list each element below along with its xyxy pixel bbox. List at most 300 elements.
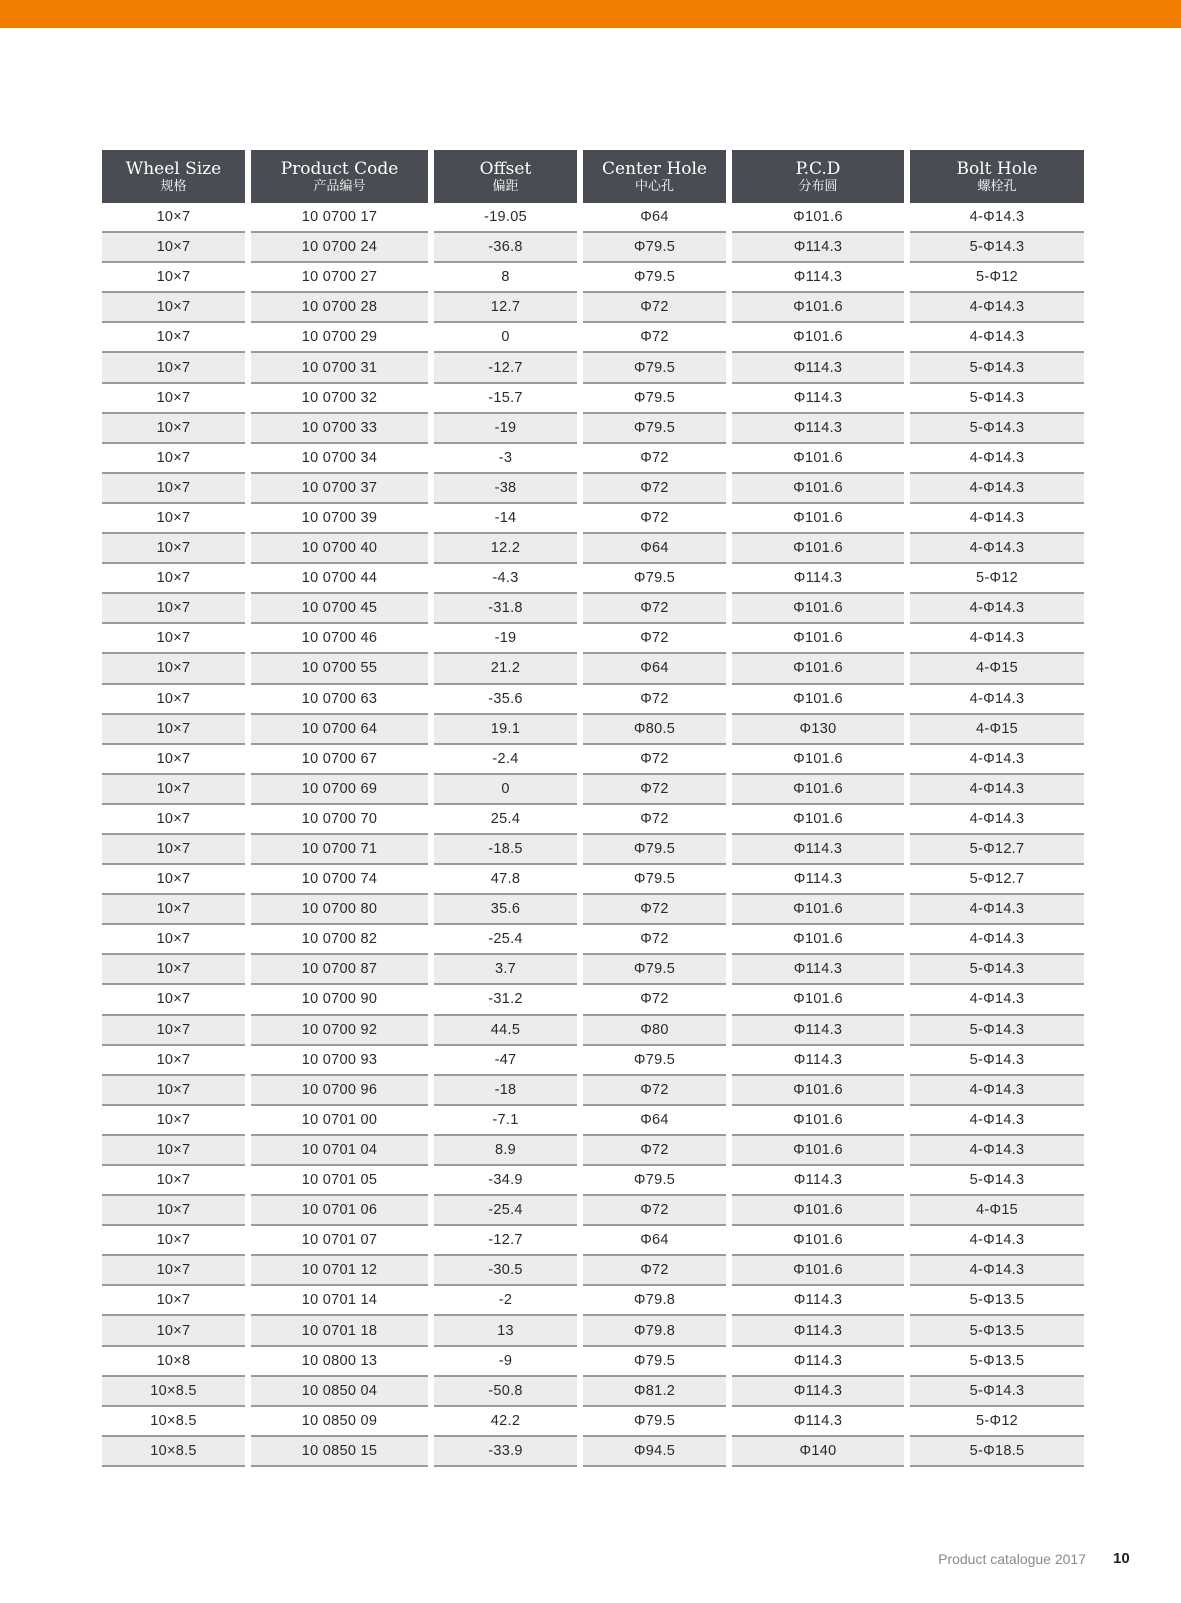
table-row — [102, 564, 1084, 594]
table-row — [102, 323, 1084, 353]
wheel-size-cell: 10×7 — [102, 323, 245, 353]
wheel-size-cell: 10×7 — [102, 1256, 245, 1286]
pcd-cell: Φ101.6 — [732, 504, 904, 534]
center-hole-cell: Φ72 — [583, 895, 726, 925]
offset-cell: -12.7 — [434, 1226, 577, 1256]
wheel-size-cell: 10×7 — [102, 985, 245, 1015]
bolt-hole-cell: 5-Φ12 — [910, 564, 1084, 594]
pcd-cell: Φ101.6 — [732, 624, 904, 654]
center-hole-cell: Φ64 — [583, 654, 726, 684]
table-row — [102, 745, 1084, 775]
pcd-cell: Φ114.3 — [732, 1286, 904, 1316]
table-row — [102, 1196, 1084, 1226]
offset-cell: -30.5 — [434, 1256, 577, 1286]
bolt-hole-cell: 4-Φ14.3 — [910, 594, 1084, 624]
table-row — [102, 1076, 1084, 1106]
wheel-size-cell: 10×7 — [102, 685, 245, 715]
center-hole-cell: Φ64 — [583, 203, 726, 233]
wheel-size-cell: 10×7 — [102, 444, 245, 474]
pcd-cell: Φ114.3 — [732, 353, 904, 383]
center-hole-cell: Φ79.8 — [583, 1286, 726, 1316]
center-hole-cell: Φ72 — [583, 1256, 726, 1286]
offset-cell: 47.8 — [434, 865, 577, 895]
bolt-hole-cell: 5-Φ14.3 — [910, 1166, 1084, 1196]
product-code-cell: 10 0701 00 — [251, 1106, 428, 1136]
offset-cell: 13 — [434, 1316, 577, 1346]
offset-cell: -4.3 — [434, 564, 577, 594]
bolt-hole-cell: 5-Φ14.3 — [910, 414, 1084, 444]
product-code-cell: 10 0701 05 — [251, 1166, 428, 1196]
wheel-size-cell: 10×7 — [102, 1106, 245, 1136]
table-row — [102, 715, 1084, 745]
pcd-cell: Φ114.3 — [732, 564, 904, 594]
center-hole-cell: Φ79.8 — [583, 1316, 726, 1346]
table-row — [102, 624, 1084, 654]
table-row — [102, 654, 1084, 684]
center-hole-cell: Φ72 — [583, 594, 726, 624]
wheel-size-cell: 10×7 — [102, 654, 245, 684]
product-code-cell: 10 0700 96 — [251, 1076, 428, 1106]
center-hole-cell: Φ79.5 — [583, 353, 726, 383]
center-hole-cell: Φ72 — [583, 985, 726, 1015]
product-code-cell: 10 0700 46 — [251, 624, 428, 654]
offset-cell: 0 — [434, 775, 577, 805]
table-row — [102, 685, 1084, 715]
pcd-cell: Φ114.3 — [732, 384, 904, 414]
table-row — [102, 594, 1084, 624]
offset-cell: -47 — [434, 1046, 577, 1076]
offset-cell: 35.6 — [434, 895, 577, 925]
product-code-cell: 10 0701 18 — [251, 1316, 428, 1346]
center-hole-cell: Φ72 — [583, 775, 726, 805]
bolt-hole-cell: 4-Φ14.3 — [910, 1226, 1084, 1256]
table-row — [102, 203, 1084, 233]
table-row — [102, 1166, 1084, 1196]
table-row — [102, 805, 1084, 835]
pcd-cell: Φ101.6 — [732, 474, 904, 504]
center-hole-cell: Φ94.5 — [583, 1437, 726, 1467]
wheel-size-cell: 10×7 — [102, 955, 245, 985]
table-row — [102, 985, 1084, 1015]
offset-cell: -31.8 — [434, 594, 577, 624]
center-hole-cell: Φ79.5 — [583, 564, 726, 594]
offset-cell: 3.7 — [434, 955, 577, 985]
table-row — [102, 1106, 1084, 1136]
center-hole-cell: Φ79.5 — [583, 835, 726, 865]
bolt-hole-cell: 4-Φ14.3 — [910, 985, 1084, 1015]
center-hole-cell: Φ72 — [583, 624, 726, 654]
bolt-hole-cell: 4-Φ15 — [910, 715, 1084, 745]
table-row — [102, 1016, 1084, 1046]
product-code-cell: 10 0700 63 — [251, 685, 428, 715]
center-hole-cell: Φ79.5 — [583, 955, 726, 985]
center-hole-cell: Φ79.5 — [583, 384, 726, 414]
center-hole-cell: Φ79.5 — [583, 865, 726, 895]
product-code-cell: 10 0700 67 — [251, 745, 428, 775]
offset-cell: 21.2 — [434, 654, 577, 684]
wheel-size-cell: 10×7 — [102, 1286, 245, 1316]
product-code-cell: 10 0700 17 — [251, 203, 428, 233]
wheel-size-cell: 10×7 — [102, 534, 245, 564]
wheel-size-cell: 10×7 — [102, 203, 245, 233]
offset-cell: -31.2 — [434, 985, 577, 1015]
bolt-hole-cell: 4-Φ14.3 — [910, 293, 1084, 323]
center-hole-cell: Φ72 — [583, 805, 726, 835]
pcd-cell: Φ114.3 — [732, 233, 904, 263]
wheel-size-cell: 10×7 — [102, 263, 245, 293]
center-hole-cell: Φ79.5 — [583, 1347, 726, 1377]
wheel-size-cell: 10×7 — [102, 384, 245, 414]
bolt-hole-cell: 5-Φ14.3 — [910, 353, 1084, 383]
table-row — [102, 1347, 1084, 1377]
pcd-cell: Φ140 — [732, 1437, 904, 1467]
offset-cell: -36.8 — [434, 233, 577, 263]
bolt-hole-cell: 5-Φ14.3 — [910, 384, 1084, 414]
table-row — [102, 474, 1084, 504]
offset-cell: 42.2 — [434, 1407, 577, 1437]
wheel-size-cell: 10×7 — [102, 1136, 245, 1166]
pcd-cell: Φ101.6 — [732, 1226, 904, 1256]
product-code-cell: 10 0700 40 — [251, 534, 428, 564]
offset-cell: 19.1 — [434, 715, 577, 745]
product-code-cell: 10 0800 13 — [251, 1347, 428, 1377]
bolt-hole-cell: 5-Φ12.7 — [910, 835, 1084, 865]
bolt-hole-cell: 5-Φ13.5 — [910, 1347, 1084, 1377]
offset-cell: -14 — [434, 504, 577, 534]
pcd-cell: Φ114.3 — [732, 835, 904, 865]
header-bolt-hole: Bolt Hole 螺栓孔 — [910, 150, 1084, 203]
offset-cell: -19 — [434, 414, 577, 444]
table-row — [102, 353, 1084, 383]
center-hole-cell: Φ79.5 — [583, 1166, 726, 1196]
table-body — [102, 203, 1084, 1467]
wheel-size-cell: 10×7 — [102, 474, 245, 504]
wheel-size-cell: 10×7 — [102, 895, 245, 925]
bolt-hole-cell: 4-Φ14.3 — [910, 1136, 1084, 1166]
wheel-size-cell: 10×8.5 — [102, 1377, 245, 1407]
wheel-size-cell: 10×7 — [102, 835, 245, 865]
product-code-cell: 10 0700 39 — [251, 504, 428, 534]
catalogue-label: Product catalogue 2017 — [938, 1551, 1086, 1567]
offset-cell: 0 — [434, 323, 577, 353]
offset-cell: 44.5 — [434, 1016, 577, 1046]
offset-cell: -34.9 — [434, 1166, 577, 1196]
wheel-size-cell: 10×7 — [102, 1016, 245, 1046]
offset-cell: -25.4 — [434, 1196, 577, 1226]
offset-cell: -3 — [434, 444, 577, 474]
wheel-size-cell: 10×7 — [102, 865, 245, 895]
table-row — [102, 865, 1084, 895]
bolt-hole-cell: 5-Φ12.7 — [910, 865, 1084, 895]
offset-cell: -19 — [434, 624, 577, 654]
bolt-hole-cell: 4-Φ14.3 — [910, 203, 1084, 233]
product-code-cell: 10 0700 70 — [251, 805, 428, 835]
product-code-cell: 10 0700 90 — [251, 985, 428, 1015]
center-hole-cell: Φ72 — [583, 1076, 726, 1106]
table-row — [102, 293, 1084, 323]
offset-cell: -18.5 — [434, 835, 577, 865]
center-hole-cell: Φ79.5 — [583, 263, 726, 293]
wheel-size-cell: 10×8 — [102, 1347, 245, 1377]
table-row — [102, 414, 1084, 444]
bolt-hole-cell: 4-Φ14.3 — [910, 775, 1084, 805]
wheel-size-cell: 10×7 — [102, 1076, 245, 1106]
offset-cell: -2.4 — [434, 745, 577, 775]
pcd-cell: Φ101.6 — [732, 1136, 904, 1166]
pcd-cell: Φ114.3 — [732, 1046, 904, 1076]
bolt-hole-cell: 4-Φ14.3 — [910, 1256, 1084, 1286]
center-hole-cell: Φ64 — [583, 1106, 726, 1136]
product-code-cell: 10 0701 14 — [251, 1286, 428, 1316]
pcd-cell: Φ101.6 — [732, 594, 904, 624]
table-row — [102, 1256, 1084, 1286]
wheel-size-cell: 10×7 — [102, 1166, 245, 1196]
product-code-cell: 10 0700 44 — [251, 564, 428, 594]
product-code-cell: 10 0700 80 — [251, 895, 428, 925]
product-code-cell: 10 0850 15 — [251, 1437, 428, 1467]
bolt-hole-cell: 4-Φ14.3 — [910, 895, 1084, 925]
offset-cell: 8.9 — [434, 1136, 577, 1166]
pcd-cell: Φ114.3 — [732, 1347, 904, 1377]
center-hole-cell: Φ72 — [583, 444, 726, 474]
bolt-hole-cell: 5-Φ14.3 — [910, 955, 1084, 985]
offset-cell: -33.9 — [434, 1437, 577, 1467]
wheel-size-cell: 10×7 — [102, 1226, 245, 1256]
product-code-cell: 10 0701 07 — [251, 1226, 428, 1256]
bolt-hole-cell: 5-Φ14.3 — [910, 1377, 1084, 1407]
product-code-cell: 10 0850 04 — [251, 1377, 428, 1407]
product-code-cell: 10 0700 28 — [251, 293, 428, 323]
wheel-size-cell: 10×7 — [102, 715, 245, 745]
center-hole-cell: Φ72 — [583, 293, 726, 323]
wheel-size-cell: 10×7 — [102, 293, 245, 323]
table-row — [102, 1316, 1084, 1346]
bolt-hole-cell: 4-Φ15 — [910, 1196, 1084, 1226]
product-code-cell: 10 0700 27 — [251, 263, 428, 293]
product-code-cell: 10 0700 33 — [251, 414, 428, 444]
bolt-hole-cell: 4-Φ14.3 — [910, 504, 1084, 534]
wheel-size-cell: 10×7 — [102, 353, 245, 383]
product-code-cell: 10 0700 64 — [251, 715, 428, 745]
bolt-hole-cell: 4-Φ14.3 — [910, 444, 1084, 474]
table-row — [102, 1407, 1084, 1437]
wheel-spec-table — [96, 150, 1090, 1467]
pcd-cell: Φ101.6 — [732, 1106, 904, 1136]
offset-cell: -15.7 — [434, 384, 577, 414]
pcd-cell: Φ114.3 — [732, 865, 904, 895]
bolt-hole-cell: 4-Φ14.3 — [910, 805, 1084, 835]
pcd-cell: Φ101.6 — [732, 1076, 904, 1106]
pcd-cell: Φ101.6 — [732, 1196, 904, 1226]
table-row — [102, 504, 1084, 534]
table-row — [102, 384, 1084, 414]
product-code-cell: 10 0700 82 — [251, 925, 428, 955]
center-hole-cell: Φ80 — [583, 1016, 726, 1046]
pcd-cell: Φ101.6 — [732, 895, 904, 925]
bolt-hole-cell: 5-Φ14.3 — [910, 1046, 1084, 1076]
wheel-size-cell: 10×7 — [102, 233, 245, 263]
wheel-size-cell: 10×7 — [102, 745, 245, 775]
bolt-hole-cell: 4-Φ14.3 — [910, 1106, 1084, 1136]
offset-cell: 12.7 — [434, 293, 577, 323]
product-code-cell: 10 0850 09 — [251, 1407, 428, 1437]
center-hole-cell: Φ64 — [583, 1226, 726, 1256]
product-code-cell: 10 0701 06 — [251, 1196, 428, 1226]
wheel-size-cell: 10×7 — [102, 1316, 245, 1346]
table-row — [102, 1226, 1084, 1256]
bolt-hole-cell: 4-Φ14.3 — [910, 534, 1084, 564]
pcd-cell: Φ101.6 — [732, 323, 904, 353]
pcd-cell: Φ101.6 — [732, 203, 904, 233]
center-hole-cell: Φ72 — [583, 1196, 726, 1226]
bolt-hole-cell: 5-Φ12 — [910, 263, 1084, 293]
offset-cell: -12.7 — [434, 353, 577, 383]
pcd-cell: Φ114.3 — [732, 955, 904, 985]
product-code-cell: 10 0701 04 — [251, 1136, 428, 1166]
product-code-cell: 10 0700 71 — [251, 835, 428, 865]
pcd-cell: Φ101.6 — [732, 775, 904, 805]
table-row — [102, 444, 1084, 474]
product-code-cell: 10 0700 69 — [251, 775, 428, 805]
wheel-size-cell: 10×7 — [102, 925, 245, 955]
center-hole-cell: Φ64 — [583, 534, 726, 564]
bolt-hole-cell: 5-Φ12 — [910, 1407, 1084, 1437]
bolt-hole-cell: 4-Φ15 — [910, 654, 1084, 684]
offset-cell: -50.8 — [434, 1377, 577, 1407]
offset-cell: -25.4 — [434, 925, 577, 955]
bolt-hole-cell: 5-Φ14.3 — [910, 233, 1084, 263]
center-hole-cell: Φ72 — [583, 323, 726, 353]
product-code-cell: 10 0701 12 — [251, 1256, 428, 1286]
bolt-hole-cell: 5-Φ13.5 — [910, 1316, 1084, 1346]
pcd-cell: Φ114.3 — [732, 1016, 904, 1046]
wheel-size-cell: 10×7 — [102, 775, 245, 805]
table-row — [102, 263, 1084, 293]
bolt-hole-cell: 5-Φ14.3 — [910, 1016, 1084, 1046]
wheel-size-cell: 10×7 — [102, 504, 245, 534]
top-accent-bar — [0, 0, 1181, 28]
offset-cell: 8 — [434, 263, 577, 293]
pcd-cell: Φ114.3 — [732, 263, 904, 293]
table-row — [102, 1437, 1084, 1467]
center-hole-cell: Φ80.5 — [583, 715, 726, 745]
product-code-cell: 10 0700 34 — [251, 444, 428, 474]
pcd-cell: Φ101.6 — [732, 534, 904, 564]
bolt-hole-cell: 4-Φ14.3 — [910, 624, 1084, 654]
pcd-cell: Φ101.6 — [732, 745, 904, 775]
pcd-cell: Φ101.6 — [732, 985, 904, 1015]
table-row — [102, 955, 1084, 985]
wheel-size-cell: 10×7 — [102, 594, 245, 624]
table-row — [102, 1046, 1084, 1076]
table-row — [102, 534, 1084, 564]
wheel-size-cell: 10×7 — [102, 414, 245, 444]
pcd-cell: Φ114.3 — [732, 1377, 904, 1407]
pcd-cell: Φ101.6 — [732, 925, 904, 955]
bolt-hole-cell: 4-Φ14.3 — [910, 745, 1084, 775]
bolt-hole-cell: 4-Φ14.3 — [910, 685, 1084, 715]
center-hole-cell: Φ72 — [583, 925, 726, 955]
pcd-cell: Φ114.3 — [732, 1316, 904, 1346]
center-hole-cell: Φ79.5 — [583, 414, 726, 444]
header-wheel-size: Wheel Size 规格 — [102, 150, 245, 203]
pcd-cell: Φ101.6 — [732, 1256, 904, 1286]
center-hole-cell: Φ72 — [583, 504, 726, 534]
pcd-cell: Φ114.3 — [732, 1407, 904, 1437]
product-code-cell: 10 0700 92 — [251, 1016, 428, 1046]
product-code-cell: 10 0700 37 — [251, 474, 428, 504]
bolt-hole-cell: 4-Φ14.3 — [910, 925, 1084, 955]
center-hole-cell: Φ79.5 — [583, 1407, 726, 1437]
table-row — [102, 233, 1084, 263]
wheel-size-cell: 10×7 — [102, 1046, 245, 1076]
pcd-cell: Φ101.6 — [732, 805, 904, 835]
offset-cell: -18 — [434, 1076, 577, 1106]
center-hole-cell: Φ81.2 — [583, 1377, 726, 1407]
product-code-cell: 10 0700 45 — [251, 594, 428, 624]
bolt-hole-cell: 5-Φ18.5 — [910, 1437, 1084, 1467]
offset-cell: -7.1 — [434, 1106, 577, 1136]
pcd-cell: Φ101.6 — [732, 293, 904, 323]
product-code-cell: 10 0700 93 — [251, 1046, 428, 1076]
bolt-hole-cell: 5-Φ13.5 — [910, 1286, 1084, 1316]
table-row — [102, 1286, 1084, 1316]
product-code-cell: 10 0700 31 — [251, 353, 428, 383]
table-row — [102, 835, 1084, 865]
pcd-cell: Φ114.3 — [732, 414, 904, 444]
offset-cell: 12.2 — [434, 534, 577, 564]
wheel-size-cell: 10×7 — [102, 805, 245, 835]
pcd-cell: Φ130 — [732, 715, 904, 745]
header-pcd: P.C.D 分布圆 — [732, 150, 904, 203]
table-row — [102, 775, 1084, 805]
header-center-hole: Center Hole 中心孔 — [583, 150, 726, 203]
center-hole-cell: Φ72 — [583, 685, 726, 715]
page-number: 10 — [1113, 1550, 1130, 1567]
header-offset: Offset 偏距 — [434, 150, 577, 203]
offset-cell: -35.6 — [434, 685, 577, 715]
wheel-size-cell: 10×8.5 — [102, 1407, 245, 1437]
product-code-cell: 10 0700 87 — [251, 955, 428, 985]
bolt-hole-cell: 4-Φ14.3 — [910, 474, 1084, 504]
pcd-cell: Φ101.6 — [732, 654, 904, 684]
wheel-size-cell: 10×7 — [102, 1196, 245, 1226]
table-row — [102, 925, 1084, 955]
wheel-size-cell: 10×7 — [102, 564, 245, 594]
table-row — [102, 1377, 1084, 1407]
product-code-cell: 10 0700 32 — [251, 384, 428, 414]
pcd-cell: Φ101.6 — [732, 685, 904, 715]
center-hole-cell: Φ79.5 — [583, 233, 726, 263]
bolt-hole-cell: 4-Φ14.3 — [910, 1076, 1084, 1106]
product-code-cell: 10 0700 29 — [251, 323, 428, 353]
center-hole-cell: Φ72 — [583, 1136, 726, 1166]
pcd-cell: Φ114.3 — [732, 1166, 904, 1196]
offset-cell: -19.05 — [434, 203, 577, 233]
center-hole-cell: Φ72 — [583, 745, 726, 775]
table-row — [102, 895, 1084, 925]
product-code-cell: 10 0700 24 — [251, 233, 428, 263]
center-hole-cell: Φ72 — [583, 474, 726, 504]
table-row — [102, 1136, 1084, 1166]
pcd-cell: Φ101.6 — [732, 444, 904, 474]
product-code-cell: 10 0700 74 — [251, 865, 428, 895]
header-product-code: Product Code 产品编号 — [251, 150, 428, 203]
product-code-cell: 10 0700 55 — [251, 654, 428, 684]
wheel-size-cell: 10×8.5 — [102, 1437, 245, 1467]
offset-cell: -9 — [434, 1347, 577, 1377]
table-header-row — [102, 150, 1084, 203]
